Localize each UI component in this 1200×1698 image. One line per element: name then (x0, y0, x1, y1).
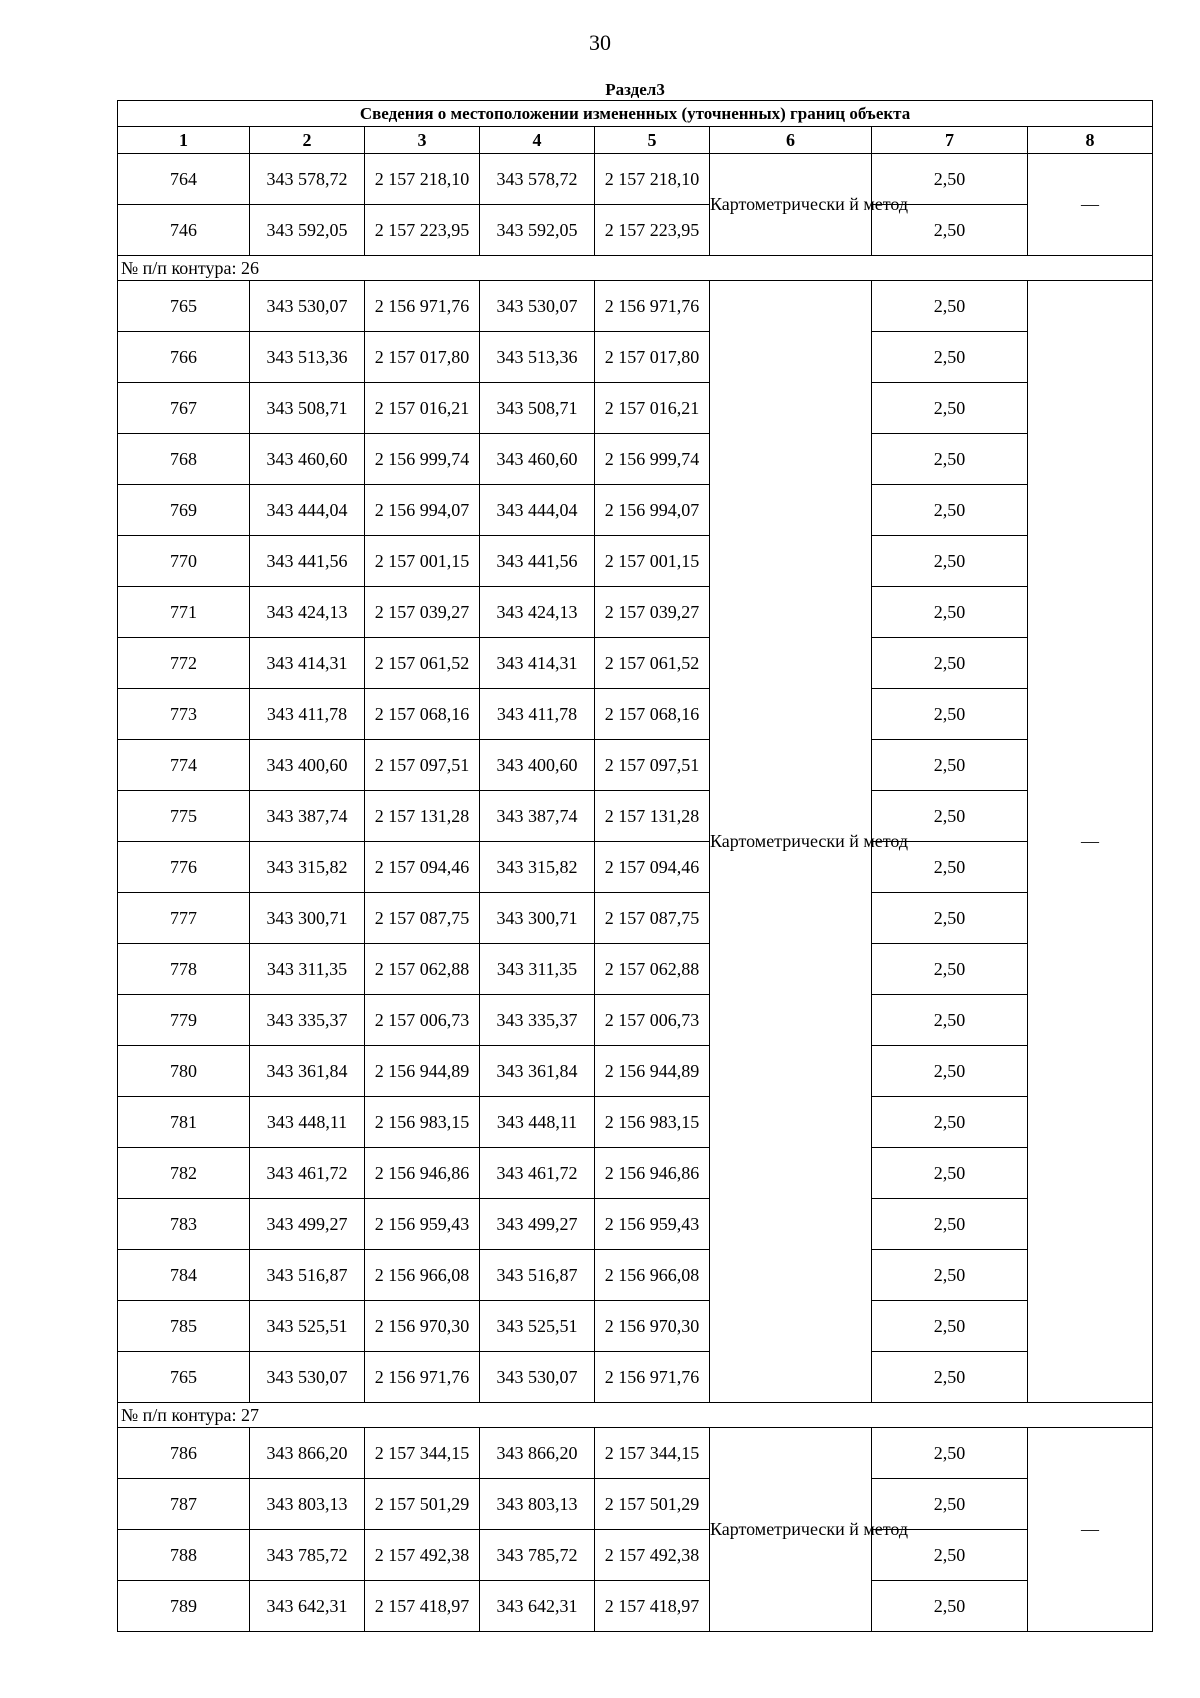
accuracy-cell: 2,50 (872, 1530, 1028, 1581)
y-new-cell: 2 157 006,73 (595, 995, 710, 1046)
x-new-cell: 343 785,72 (480, 1530, 595, 1581)
accuracy-cell: 2,50 (872, 1428, 1028, 1479)
point-number-cell: 782 (118, 1148, 250, 1199)
table-row (118, 1301, 1153, 1352)
table-row (118, 1581, 1153, 1632)
x-existing-cell: 343 530,07 (250, 281, 365, 332)
y-existing-cell: 2 157 068,16 (365, 689, 480, 740)
y-new-cell: 2 156 946,86 (595, 1148, 710, 1199)
column-header-7: 7 (872, 127, 1028, 154)
x-new-cell: 343 499,27 (480, 1199, 595, 1250)
table-row (118, 638, 1153, 689)
y-new-cell: 2 156 944,89 (595, 1046, 710, 1097)
x-new-cell: 343 578,72 (480, 154, 595, 205)
x-new-cell: 343 315,82 (480, 842, 595, 893)
table-row (118, 205, 1153, 256)
x-new-cell: 343 424,13 (480, 587, 595, 638)
x-new-cell: 343 461,72 (480, 1148, 595, 1199)
x-new-cell: 343 311,35 (480, 944, 595, 995)
x-existing-cell: 343 460,60 (250, 434, 365, 485)
y-new-cell: 2 157 068,16 (595, 689, 710, 740)
x-new-cell: 343 592,05 (480, 205, 595, 256)
contour-label-row (118, 256, 1153, 281)
y-existing-cell: 2 156 944,89 (365, 1046, 480, 1097)
accuracy-cell: 2,50 (872, 434, 1028, 485)
y-new-cell: 2 156 966,08 (595, 1250, 710, 1301)
table-row (118, 791, 1153, 842)
accuracy-cell: 2,50 (872, 1148, 1028, 1199)
column-header-row (118, 127, 1153, 154)
y-existing-cell: 2 157 492,38 (365, 1530, 480, 1581)
x-new-cell: 343 300,71 (480, 893, 595, 944)
table-row (118, 1199, 1153, 1250)
accuracy-cell: 2,50 (872, 154, 1028, 205)
column-header-2: 2 (250, 127, 365, 154)
table-row (118, 536, 1153, 587)
table-title: Сведения о местоположении измененных (уточненных) границ объекта (118, 101, 1153, 127)
x-existing-cell: 343 387,74 (250, 791, 365, 842)
y-new-cell: 2 157 094,46 (595, 842, 710, 893)
description-cell: — (1028, 1428, 1153, 1632)
y-new-cell: 2 157 016,21 (595, 383, 710, 434)
x-existing-cell: 343 592,05 (250, 205, 365, 256)
table-row (118, 154, 1153, 205)
y-existing-cell: 2 157 061,52 (365, 638, 480, 689)
x-existing-cell: 343 525,51 (250, 1301, 365, 1352)
point-number-cell: 768 (118, 434, 250, 485)
table-row (118, 740, 1153, 791)
y-new-cell: 2 157 017,80 (595, 332, 710, 383)
point-number-cell: 766 (118, 332, 250, 383)
point-number-cell: 769 (118, 485, 250, 536)
accuracy-cell: 2,50 (872, 1479, 1028, 1530)
table-row (118, 689, 1153, 740)
x-existing-cell: 343 424,13 (250, 587, 365, 638)
table-row (118, 1097, 1153, 1148)
accuracy-cell: 2,50 (872, 1097, 1028, 1148)
table-row (118, 383, 1153, 434)
y-new-cell: 2 156 983,15 (595, 1097, 710, 1148)
x-existing-cell: 343 448,11 (250, 1097, 365, 1148)
y-existing-cell: 2 157 001,15 (365, 536, 480, 587)
point-number-cell: 778 (118, 944, 250, 995)
accuracy-cell: 2,50 (872, 485, 1028, 536)
y-existing-cell: 2 156 971,76 (365, 1352, 480, 1403)
y-existing-cell: 2 156 999,74 (365, 434, 480, 485)
accuracy-cell: 2,50 (872, 383, 1028, 434)
x-existing-cell: 343 461,72 (250, 1148, 365, 1199)
accuracy-cell: 2,50 (872, 1301, 1028, 1352)
x-new-cell: 343 400,60 (480, 740, 595, 791)
x-existing-cell: 343 414,31 (250, 638, 365, 689)
x-existing-cell: 343 513,36 (250, 332, 365, 383)
x-new-cell: 343 411,78 (480, 689, 595, 740)
table-row (118, 434, 1153, 485)
description-cell: — (1028, 281, 1153, 1403)
table-row (118, 1428, 1153, 1479)
x-new-cell: 343 530,07 (480, 1352, 595, 1403)
x-new-cell: 343 803,13 (480, 1479, 595, 1530)
method-cell: Картометрически й метод (710, 154, 872, 256)
y-existing-cell: 2 157 218,10 (365, 154, 480, 205)
contour-label: № п/п контура: 26 (118, 256, 1153, 281)
x-existing-cell: 343 516,87 (250, 1250, 365, 1301)
point-number-cell: 780 (118, 1046, 250, 1097)
point-number-cell: 771 (118, 587, 250, 638)
y-new-cell: 2 157 492,38 (595, 1530, 710, 1581)
x-new-cell: 343 530,07 (480, 281, 595, 332)
x-new-cell: 343 387,74 (480, 791, 595, 842)
point-number-cell: 765 (118, 281, 250, 332)
accuracy-cell: 2,50 (872, 1046, 1028, 1097)
point-number-cell: 787 (118, 1479, 250, 1530)
column-header-1: 1 (118, 127, 250, 154)
point-number-cell: 779 (118, 995, 250, 1046)
y-new-cell: 2 157 061,52 (595, 638, 710, 689)
x-new-cell: 343 335,37 (480, 995, 595, 1046)
table-row (118, 893, 1153, 944)
point-number-cell: 789 (118, 1581, 250, 1632)
point-number-cell: 765 (118, 1352, 250, 1403)
point-number-cell: 775 (118, 791, 250, 842)
table-row (118, 1352, 1153, 1403)
x-existing-cell: 343 411,78 (250, 689, 365, 740)
point-number-cell: 773 (118, 689, 250, 740)
x-new-cell: 343 414,31 (480, 638, 595, 689)
y-new-cell: 2 156 971,76 (595, 1352, 710, 1403)
y-existing-cell: 2 157 006,73 (365, 995, 480, 1046)
x-new-cell: 343 444,04 (480, 485, 595, 536)
x-new-cell: 343 525,51 (480, 1301, 595, 1352)
accuracy-cell: 2,50 (872, 1250, 1028, 1301)
point-number-cell: 784 (118, 1250, 250, 1301)
accuracy-cell: 2,50 (872, 944, 1028, 995)
x-existing-cell: 343 441,56 (250, 536, 365, 587)
y-new-cell: 2 156 971,76 (595, 281, 710, 332)
accuracy-cell: 2,50 (872, 689, 1028, 740)
point-number-cell: 774 (118, 740, 250, 791)
x-existing-cell: 343 499,27 (250, 1199, 365, 1250)
table-row (118, 1530, 1153, 1581)
accuracy-cell: 2,50 (872, 995, 1028, 1046)
accuracy-cell: 2,50 (872, 205, 1028, 256)
y-existing-cell: 2 157 017,80 (365, 332, 480, 383)
y-existing-cell: 2 156 970,30 (365, 1301, 480, 1352)
table-row (118, 587, 1153, 638)
x-new-cell: 343 361,84 (480, 1046, 595, 1097)
y-new-cell: 2 157 039,27 (595, 587, 710, 638)
y-existing-cell: 2 157 016,21 (365, 383, 480, 434)
y-new-cell: 2 157 087,75 (595, 893, 710, 944)
x-existing-cell: 343 642,31 (250, 1581, 365, 1632)
point-number-cell: 777 (118, 893, 250, 944)
table-row (118, 1046, 1153, 1097)
y-new-cell: 2 156 999,74 (595, 434, 710, 485)
table-row (118, 281, 1153, 332)
y-new-cell: 2 157 001,15 (595, 536, 710, 587)
y-existing-cell: 2 157 131,28 (365, 791, 480, 842)
y-existing-cell: 2 157 039,27 (365, 587, 480, 638)
table-row (118, 1148, 1153, 1199)
y-existing-cell: 2 156 994,07 (365, 485, 480, 536)
point-number-cell: 776 (118, 842, 250, 893)
table-row (118, 842, 1153, 893)
y-existing-cell: 2 157 097,51 (365, 740, 480, 791)
column-header-4: 4 (480, 127, 595, 154)
y-existing-cell: 2 156 971,76 (365, 281, 480, 332)
point-number-cell: 788 (118, 1530, 250, 1581)
y-new-cell: 2 156 970,30 (595, 1301, 710, 1352)
column-header-3: 3 (365, 127, 480, 154)
x-new-cell: 343 866,20 (480, 1428, 595, 1479)
point-number-cell: 746 (118, 205, 250, 256)
x-existing-cell: 343 400,60 (250, 740, 365, 791)
accuracy-cell: 2,50 (872, 1581, 1028, 1632)
x-existing-cell: 343 578,72 (250, 154, 365, 205)
accuracy-cell: 2,50 (872, 281, 1028, 332)
boundary-table (117, 80, 1153, 1632)
accuracy-cell: 2,50 (872, 536, 1028, 587)
point-number-cell: 786 (118, 1428, 250, 1479)
y-new-cell: 2 156 994,07 (595, 485, 710, 536)
accuracy-cell: 2,50 (872, 332, 1028, 383)
point-number-cell: 770 (118, 536, 250, 587)
x-new-cell: 343 642,31 (480, 1581, 595, 1632)
point-number-cell: 767 (118, 383, 250, 434)
x-existing-cell: 343 311,35 (250, 944, 365, 995)
x-existing-cell: 343 300,71 (250, 893, 365, 944)
accuracy-cell: 2,50 (872, 740, 1028, 791)
point-number-cell: 785 (118, 1301, 250, 1352)
y-existing-cell: 2 156 946,86 (365, 1148, 480, 1199)
y-existing-cell: 2 157 418,97 (365, 1581, 480, 1632)
section-title: Раздел3 (118, 80, 1153, 101)
x-existing-cell: 343 866,20 (250, 1428, 365, 1479)
y-existing-cell: 2 157 223,95 (365, 205, 480, 256)
x-existing-cell: 343 803,13 (250, 1479, 365, 1530)
accuracy-cell: 2,50 (872, 638, 1028, 689)
x-new-cell: 343 460,60 (480, 434, 595, 485)
method-cell: Картометрически й метод (710, 281, 872, 1403)
x-existing-cell: 343 530,07 (250, 1352, 365, 1403)
y-existing-cell: 2 156 959,43 (365, 1199, 480, 1250)
x-existing-cell: 343 335,37 (250, 995, 365, 1046)
y-existing-cell: 2 156 966,08 (365, 1250, 480, 1301)
point-number-cell: 764 (118, 154, 250, 205)
table-row (118, 332, 1153, 383)
x-new-cell: 343 508,71 (480, 383, 595, 434)
y-new-cell: 2 157 344,15 (595, 1428, 710, 1479)
method-cell: Картометрически й метод (710, 1428, 872, 1632)
point-number-cell: 772 (118, 638, 250, 689)
y-existing-cell: 2 157 094,46 (365, 842, 480, 893)
contour-label-row (118, 1403, 1153, 1428)
accuracy-cell: 2,50 (872, 587, 1028, 638)
description-cell: — (1028, 154, 1153, 256)
y-existing-cell: 2 157 501,29 (365, 1479, 480, 1530)
table-row (118, 1479, 1153, 1530)
y-new-cell: 2 157 223,95 (595, 205, 710, 256)
x-existing-cell: 343 785,72 (250, 1530, 365, 1581)
page-number: 30 (589, 30, 611, 55)
accuracy-cell: 2,50 (872, 1199, 1028, 1250)
x-new-cell: 343 516,87 (480, 1250, 595, 1301)
y-existing-cell: 2 157 344,15 (365, 1428, 480, 1479)
y-new-cell: 2 157 097,51 (595, 740, 710, 791)
table-row (118, 944, 1153, 995)
column-header-8: 8 (1028, 127, 1153, 154)
accuracy-cell: 2,50 (872, 1352, 1028, 1403)
accuracy-cell: 2,50 (872, 791, 1028, 842)
x-existing-cell: 343 508,71 (250, 383, 365, 434)
x-new-cell: 343 441,56 (480, 536, 595, 587)
table-row (118, 485, 1153, 536)
table-row (118, 1250, 1153, 1301)
column-header-5: 5 (595, 127, 710, 154)
x-existing-cell: 343 361,84 (250, 1046, 365, 1097)
x-new-cell: 343 448,11 (480, 1097, 595, 1148)
x-existing-cell: 343 315,82 (250, 842, 365, 893)
point-number-cell: 781 (118, 1097, 250, 1148)
y-new-cell: 2 157 062,88 (595, 944, 710, 995)
point-number-cell: 783 (118, 1199, 250, 1250)
contour-label: № п/п контура: 27 (118, 1403, 1153, 1428)
y-existing-cell: 2 156 983,15 (365, 1097, 480, 1148)
y-new-cell: 2 156 959,43 (595, 1199, 710, 1250)
y-new-cell: 2 157 501,29 (595, 1479, 710, 1530)
y-existing-cell: 2 157 087,75 (365, 893, 480, 944)
accuracy-cell: 2,50 (872, 893, 1028, 944)
y-new-cell: 2 157 131,28 (595, 791, 710, 842)
y-existing-cell: 2 157 062,88 (365, 944, 480, 995)
table-row (118, 995, 1153, 1046)
y-new-cell: 2 157 418,97 (595, 1581, 710, 1632)
x-existing-cell: 343 444,04 (250, 485, 365, 536)
x-new-cell: 343 513,36 (480, 332, 595, 383)
y-new-cell: 2 157 218,10 (595, 154, 710, 205)
accuracy-cell: 2,50 (872, 842, 1028, 893)
column-header-6: 6 (710, 127, 872, 154)
